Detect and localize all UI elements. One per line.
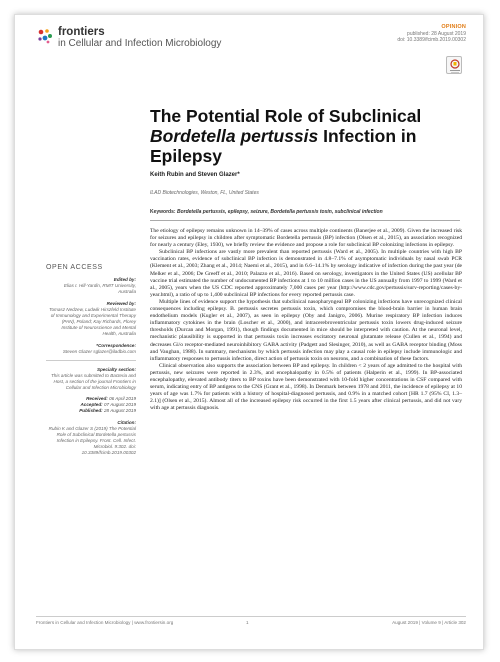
published-date-sidebar: 28 August 2019 xyxy=(103,408,136,413)
article-body xyxy=(150,228,462,412)
page-number: 1 xyxy=(246,620,249,625)
paragraph-3: Multiple lines of evidence support the hypothesis that subclinical nasopharyngeal BP colonizing infections have unrecognized clinical consequences including epilepsy. B. pertussis secretes pertussis toxin, which compromises the blood-brain barrier in human brain endothelium models (Kugler et al., 2007), as seen in epilepsy (Oby and Janigro, 2006). Murine respiratory BP infection induces inflammatory cytokines in the brain (Loscher et al., 2000), and intracerebroventricular pertussis toxin lowers drug-induced seizure thresholds (Durcan and Morgan, 1991), though findings documented in mice should be interpreted with caution. At the neuronal level, mechanistic plausibility is supported in that pertussis toxin increases excitatory neuronal glutamate release (Cullen et al., 1994) and decreases Gi/o receptor-mediated neuroinhibitory GABA activity (Padgett and Slesinger, 2010), as well as GABA receptor binding (Moss and Vaughan, 1988). In summary, mechanisms by which pertussis infection may play a causal role in epilepsy include immunologic and inflammatory responses to pertussis infection, direct action of pertussis toxin on neurons, and a combination of these factors. xyxy=(150,298,462,362)
sidebar-divider xyxy=(46,360,136,361)
keywords xyxy=(150,209,460,215)
title-species: Bordetella pertussis xyxy=(150,126,319,146)
correspondence-label: *Correspondence: xyxy=(96,343,136,348)
accepted-label: Accepted: xyxy=(80,402,103,407)
journal-header xyxy=(36,24,466,58)
specialty-label: Specialty section: xyxy=(96,367,136,372)
edited-by[interactable]: Elias I. Hill-Yardin, RMIT University, Australia xyxy=(63,283,136,294)
received-label: Received: xyxy=(86,396,108,401)
check-updates-icon xyxy=(447,57,463,75)
article-type: OPINION xyxy=(441,24,466,30)
published-date: published: 28 August 2019 xyxy=(407,30,466,37)
keywords-label: Keywords: xyxy=(150,209,176,215)
footer-volume: August 2019 | Volume 9 | Article 302 xyxy=(392,620,466,625)
reviewed-by-label: Reviewed by: xyxy=(106,301,136,306)
title-line-2-rest: Infection in xyxy=(318,126,417,146)
brand-name: frontiers xyxy=(58,26,105,38)
citation: Rubin K and Glazer S (2019) The Potential Role of Subclinical Bordetella pertussis Infection in Epilepsy. Front. Cell. Infect. Microbiol. 9:302. doi: 10.3389/fcimb.2019.00302 xyxy=(48,426,136,455)
paragraph-1: The etiology of epilepsy remains unknown in 14–39% of cases across multiple continents (Banerjee et al., 2009). Given the increased risk for seizures and epilepsy in children after symptomatic Bordetella pertussis (BP) infection (Olsen et al., 2015), an association recognized for nearly a century (Eley, 1930), we briefly review the evidence and propose a role for subclinical BP colonizing infections in epilepsy. xyxy=(150,228,462,249)
received-date: 06 April 2019 xyxy=(109,396,136,401)
keywords-list: Bordetella pertussis, epilepsy, seizure, Bordetella pertussis toxin, subclinical infection xyxy=(176,209,383,215)
specialty: This article was submitted to Bacteria and Host, a section of the journal Frontiers in Cellular and Infection Microbiology xyxy=(50,373,136,390)
correspondence[interactable]: Steven Glazer sglazer@iladbio.com xyxy=(62,349,136,354)
check-for-updates-badge[interactable] xyxy=(446,56,462,74)
published-label: Published: xyxy=(79,408,103,413)
article-dates xyxy=(46,396,136,414)
citation-label: Citation: xyxy=(117,420,136,425)
title-line-1: The Potential Role of Subclinical xyxy=(150,106,422,126)
journal-name: in Cellular and Infection Microbiology xyxy=(58,38,222,49)
footer-journal[interactable]: Frontiers in Cellular and Infection Microbiology | www.frontiersin.org xyxy=(36,620,174,625)
page-footer xyxy=(36,616,466,624)
paragraph-4: Clinical observation also supports the association between BP and epilepsy. In children < 2 years of age admitted to the hospital with pertussis, new seizures were reported in 2.3%, and encephalopathy in 0.5% of patients (Halperin et al., 1999). In BP-associated encephalopathy, elevated antibody titers to BP toxins have been demonstrated with 10-fold higher concentrations in CSF compared with serum, indicating entry of BP antigens to the CNS (Grant et al., 1998). In Denmark between 1978 and 2011, the incidence of epilepsy at 10 years of age was 1.7% for patients with a history of hospital-diagnosed pertussis, and 0.9% in a matched cohort [HR 1.7 (95% CI, 1.3–2.1)] (Olsen et al., 2015). Almost all of the increased epilepsy risk occurred in the first 1.5 years after clinical pertussis, and did not vary with age at pertussis diagnosis. xyxy=(150,362,462,412)
paragraph-2: Subclinical BP infections are vastly more prevalent than reported pertussis (Ward et al., 2005). In multiple countries with high BP vaccination rates, evidence of subclinical BP infection is demonstrated in 4.8–7.1% of asymptomatic individuals by nasal swab PCR (Klement et al., 2003; Zhang et al., 2014; Naemi et al., 2015), and in 6.6–14.1% by serology indicative of infection during the past year (de Melker et al., 2006; De Greeff et al., 2010; Palazzo et al., 2016). Based on serology, investigators in the United States (US) acellular BP vaccine trial estimated the number of undocumented BP infections at 1 to 10 million cases in the US annually from 1997 to 1999 (Ward et al., 2005), years when the US CDC reported approximately 7,000 cases per year (http://www.cdc.gov/pertussis/surv-reporting/cases-by-year.html), a ratio of up to 1,400 subclinical BP infections for every reported pertussis case. xyxy=(150,249,462,298)
doi[interactable]: doi: 10.3389/fcimb.2019.00302 xyxy=(397,37,466,43)
title-line-3: Epilepsy xyxy=(150,146,222,166)
frontiers-logo-icon xyxy=(36,27,54,45)
reviewed-by[interactable]: Tomasz Nedzew, Ludwik Hirszfeld Institute of Immunology and Experimental Therapy (PAN), Poland; Kay Richards, Florey Institute of Neuroscience and Mental Health, Australia xyxy=(49,307,136,336)
article-sidebar xyxy=(46,265,136,456)
title-divider xyxy=(150,220,460,221)
authors[interactable]: Keith Rubin and Steven Glazer* xyxy=(150,172,240,178)
edited-by-label: Edited by: xyxy=(113,277,136,282)
title-line-2 xyxy=(150,126,460,146)
accepted-date: 07 August 2019 xyxy=(103,402,136,407)
article-meta xyxy=(397,24,466,44)
affiliation: ILAD Biotechnologies, Weston, FL, United States xyxy=(150,190,259,196)
open-access-label[interactable]: OPEN ACCESS xyxy=(46,264,103,271)
article-title xyxy=(150,106,460,166)
